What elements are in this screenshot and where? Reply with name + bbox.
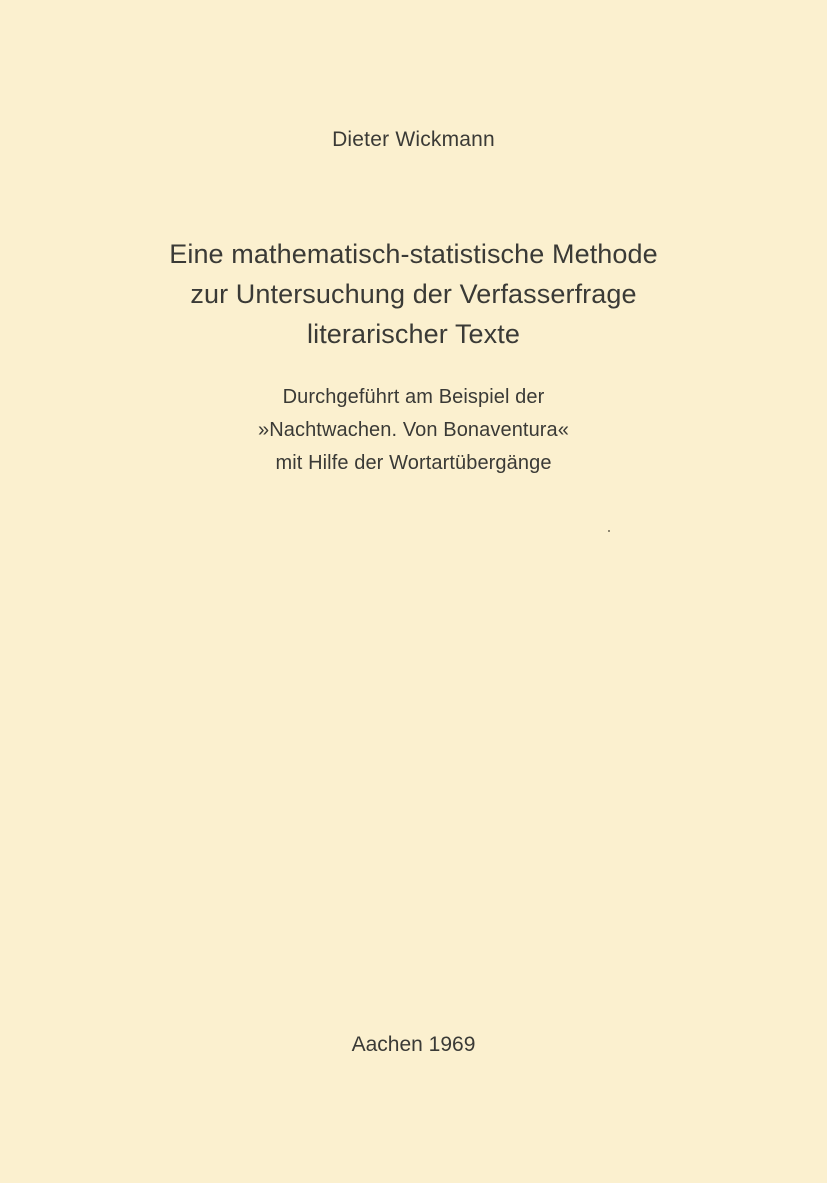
title-line: Eine mathematisch-statistische Methode bbox=[169, 239, 658, 269]
subtitle-line: mit Hilfe der Wortartübergänge bbox=[275, 452, 552, 474]
book-subtitle bbox=[0, 381, 827, 480]
place-and-year: Aachen 1969 bbox=[351, 1033, 476, 1056]
title-line: zur Untersuchung der Verfasserfrage bbox=[190, 279, 637, 309]
subtitle-line: »Nachtwachen. Von Bonaventura« bbox=[258, 419, 569, 441]
book-title bbox=[0, 234, 827, 354]
title-line: literarischer Texte bbox=[307, 319, 520, 349]
print-speck bbox=[608, 530, 610, 532]
subtitle-line: Durchgeführt am Beispiel der bbox=[282, 386, 545, 408]
author-name: Dieter Wickmann bbox=[332, 128, 495, 151]
